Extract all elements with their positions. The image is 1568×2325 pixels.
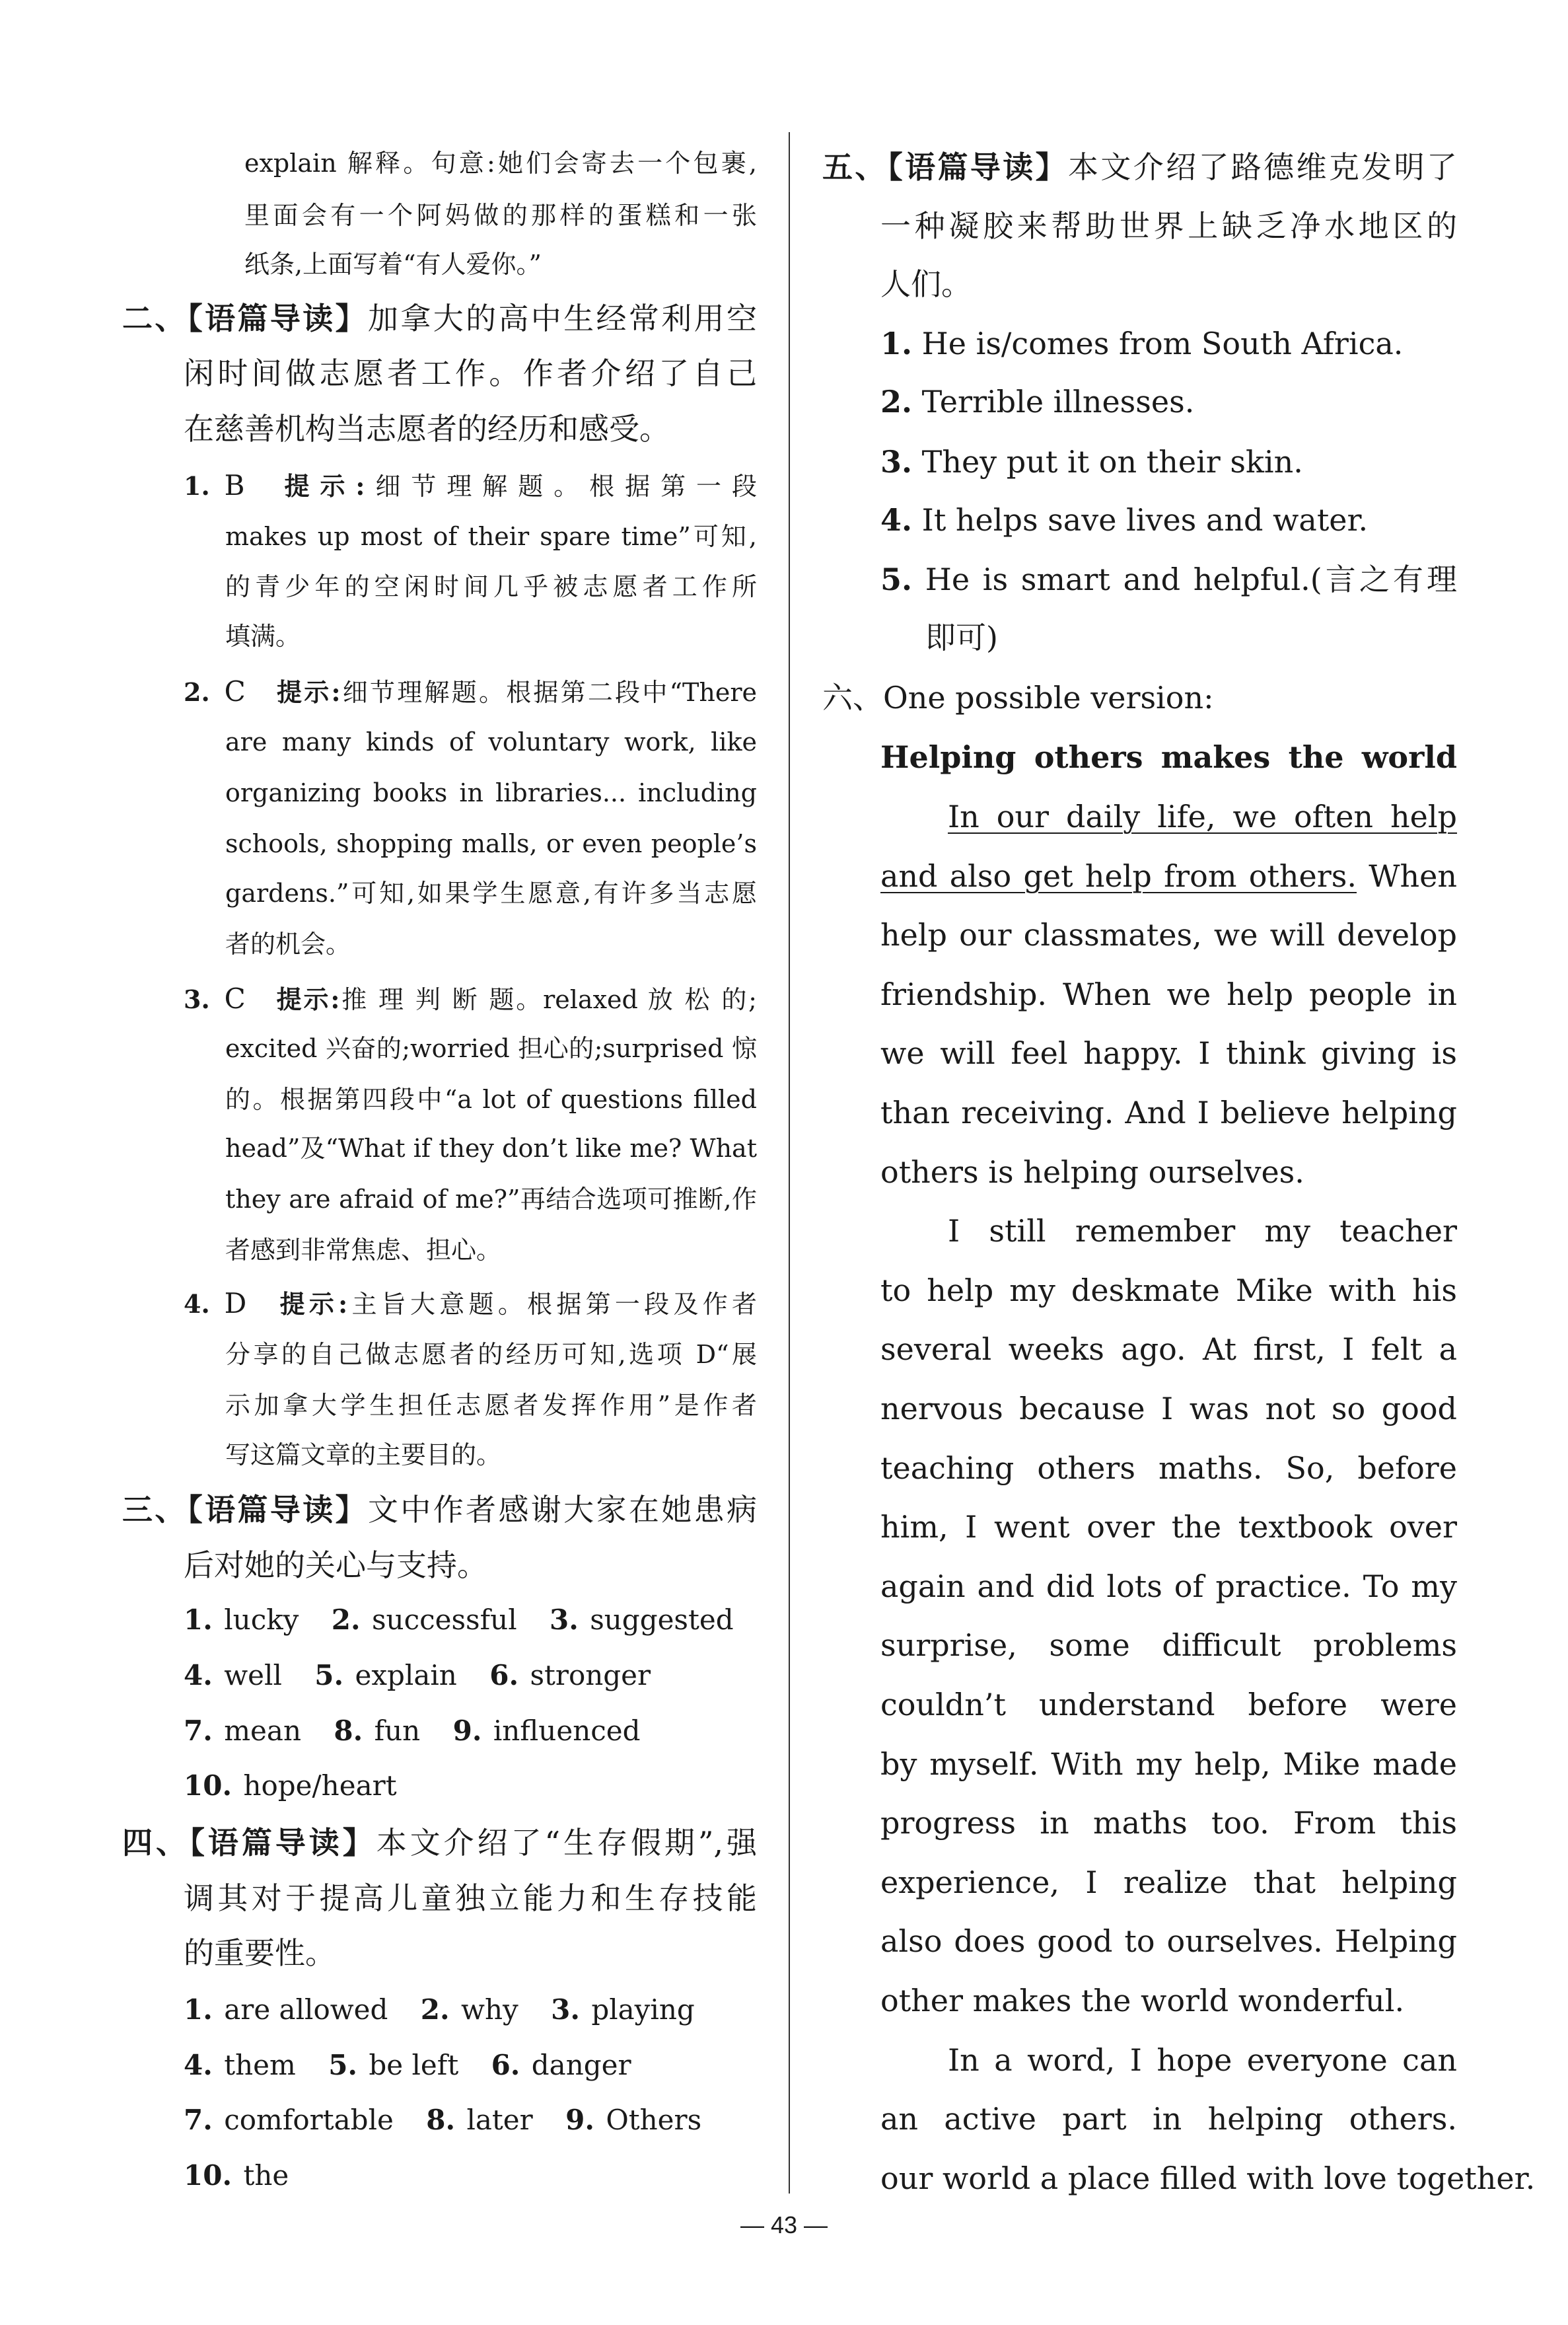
text-segment: 的重要性。 (184, 1935, 336, 1971)
text-segment: 在慈善机构当志愿者的经历和感受。 (184, 411, 670, 447)
section-number: 二、 (122, 301, 188, 336)
answer-word: influenced (493, 1715, 641, 1747)
hint-line (225, 772, 757, 814)
hint-line (225, 1333, 757, 1376)
text-segment: surprise, some difficult problems (880, 1627, 1457, 1664)
answer-item (880, 381, 1457, 423)
answer-row (184, 2155, 322, 2197)
section-header (822, 677, 1214, 719)
answer-word: are allowed (224, 1993, 388, 2026)
essay-line (880, 1506, 1457, 1548)
answer-number: 7. (184, 1715, 213, 1747)
answer-word: the (243, 2159, 289, 2192)
answer-word: them (224, 2049, 296, 2081)
section-header (122, 1822, 757, 1864)
hint-line (225, 515, 757, 558)
answer-number: 6. (489, 1659, 519, 1691)
hint-text: 推 理 判 断 题。relaxed 放 松 的; (339, 985, 757, 1014)
hint-text: 细节理解题。根据第一段 (365, 472, 757, 501)
answer-row (184, 1765, 429, 1807)
essay-line (880, 1624, 1457, 1666)
answer-number: 9. (452, 1715, 482, 1747)
answer-number: 3. (880, 444, 913, 480)
answer-number: 2. (331, 1604, 361, 1636)
text-segment: 闲时间做志愿者工作。作者介绍了自己 (184, 355, 757, 391)
section-summary-line (184, 352, 757, 394)
text-segment: 调其对于提高儿童独立能力和生存技能 (184, 1880, 757, 1916)
text-segment: schools, shopping malls, or even people’s (225, 829, 757, 858)
answer-row (184, 1710, 673, 1752)
text-segment: When (1369, 858, 1457, 894)
answer-item (880, 441, 1457, 483)
essay-line (948, 795, 1457, 838)
text-segment: also does good to ourselves. Helping (880, 1923, 1457, 1960)
answer-number: 6. (491, 2049, 520, 2081)
section-header (122, 1489, 757, 1531)
underlined-sentence: In our daily life, we often help (948, 799, 1457, 834)
answer-item (880, 558, 1457, 601)
answer-row (184, 2044, 664, 2086)
answer-item (184, 1282, 757, 1325)
page-number: — 43 — (740, 2211, 828, 2238)
section-number: 五、 (822, 149, 888, 185)
answer-letter: C (224, 982, 246, 1015)
question-number: 4. (184, 1289, 210, 1319)
answer-number: 4. (184, 1659, 213, 1691)
answer-row (184, 1654, 683, 1697)
answer-letter: D (224, 1287, 247, 1319)
text-segment: 示加拿大学生担任志愿者发挥作用”是作者 (225, 1391, 757, 1420)
answer-word: well (224, 1659, 282, 1691)
answer-word: stronger (530, 1659, 651, 1691)
section-summary: 本文介绍了“生存假期”,强 (376, 1825, 757, 1861)
text-segment: experience, I realize that helping (880, 1864, 1457, 1900)
section-summary-line (184, 1932, 757, 1974)
answer-word: later (466, 2104, 533, 2136)
answer-word: explain (355, 1659, 457, 1691)
text-segment: 者的机会。 (225, 930, 351, 959)
hint-line (225, 1229, 757, 1271)
essay-line (948, 2039, 1457, 2081)
answer-text: They put it on their skin. (921, 444, 1303, 480)
text-segment: friendship. When we help people in (880, 976, 1457, 1012)
answer-item (880, 499, 1457, 541)
answer-word: be left (369, 2049, 459, 2081)
text-segment: they are afraid of me?”再结合选项可推断,作 (225, 1185, 757, 1214)
section-tag: 【语篇导读】 (887, 149, 1068, 185)
answer-number: 8. (334, 1715, 363, 1747)
answer-text: It helps save lives and water. (921, 502, 1369, 538)
text-segment: 分享的自己做志愿者的经历可知,选项 D“展 (225, 1340, 757, 1369)
essay-line (880, 2157, 1536, 2199)
section-header (822, 146, 1457, 188)
text-segment: him, I went over the textbook over (880, 1509, 1457, 1545)
text-segment: couldn’t understand before were (880, 1687, 1457, 1722)
section-summary: 本文介绍了路德维克发明了 (1067, 149, 1457, 185)
text-segment: 的青少年的空闲时间几乎被志愿者工作所 (225, 572, 757, 601)
essay-line (880, 1328, 1457, 1370)
essay-line (880, 1269, 1457, 1311)
text-segment: help our classmates, we will develop (880, 917, 1457, 953)
text-segment: several weeks ago. At first, I felt a (880, 1331, 1457, 1368)
hint-line (225, 872, 757, 914)
text-segment: 即可) (925, 620, 998, 655)
answer-word: fun (374, 1715, 421, 1747)
hint-text: 细节理解题。根据第二段中“There (340, 678, 757, 707)
hint-text: 主旨大意题。根据第一段及作者 (347, 1290, 757, 1319)
text-segment: gardens.”可知,如果学生愿意,有许多当志愿 (225, 879, 757, 908)
section-summary-line (880, 205, 1457, 247)
answer-letter: C (224, 675, 246, 708)
answer-number: 10. (184, 2159, 232, 2192)
answer-number: 5. (880, 562, 913, 597)
answer-text: He is smart and helpful.(言之有理 (925, 562, 1457, 597)
answer-word: danger (531, 2049, 631, 2081)
essay-line (880, 1447, 1457, 1489)
text-segment: to help my deskmate Mike with his (880, 1272, 1457, 1308)
text-segment: teaching others maths. So, before (880, 1450, 1457, 1486)
hint-label: 提示: (274, 677, 341, 707)
answer-item (184, 671, 757, 713)
answer-number: 4. (184, 2049, 213, 2081)
section-summary-line (184, 1877, 757, 1919)
question-number: 1. (184, 471, 210, 501)
section-summary-line (880, 263, 1457, 305)
answer-word: hope/heart (243, 1769, 397, 1802)
text-segment: organizing books in libraries... including (225, 778, 757, 807)
hint-line (225, 1178, 757, 1220)
answer-number: 1. (880, 326, 913, 361)
essay-line (880, 1683, 1457, 1726)
section-summary-line (184, 408, 757, 450)
answer-word: suggested (590, 1604, 734, 1636)
essay-title-line (880, 736, 1457, 778)
answer-word: comfortable (224, 2104, 394, 2136)
essay-title: Helping others makes the world (880, 739, 1457, 775)
answer-word: Others (606, 2104, 702, 2136)
answer-number: 1. (184, 1993, 213, 2026)
answer-letter: B (224, 469, 245, 501)
answer-word: successful (371, 1604, 517, 1636)
hint-line (225, 1127, 757, 1169)
answer-number: 2. (420, 1993, 450, 2026)
text-segment: again and did lots of practice. To my (880, 1568, 1457, 1604)
essay-line (880, 1091, 1457, 1134)
answer-row (184, 1599, 766, 1641)
text-segment: 纸条,上面写着“有人爱你。” (244, 250, 542, 279)
text-segment: an active part in helping others. (880, 2101, 1457, 2137)
essay-line (948, 1210, 1457, 1252)
text-segment: nervous because I was not so good (880, 1391, 1457, 1426)
section-number: 四、 (122, 1825, 190, 1861)
answer-item (880, 322, 1457, 365)
hint-line (225, 1078, 757, 1121)
answer-line (925, 616, 998, 659)
essay-line (880, 1920, 1457, 1962)
question-number: 3. (184, 984, 210, 1014)
section-summary-line (184, 1544, 757, 1586)
text-segment: others is helping ourselves. (880, 1154, 1304, 1190)
hint-line (225, 1434, 757, 1476)
section-intro: One possible version: (883, 680, 1214, 716)
answer-text: Terrible illnesses. (921, 384, 1195, 420)
essay-line (880, 2098, 1457, 2140)
essay-line (880, 1861, 1457, 1903)
hint-line (225, 615, 757, 657)
essay-line (880, 1802, 1457, 1844)
answer-number: 9. (565, 2104, 594, 2136)
text-segment: 后对她的关心与支持。 (184, 1547, 487, 1583)
answer-word: lucky (224, 1604, 299, 1636)
section-tag: 【语篇导读】 (187, 1492, 368, 1528)
hint-line (225, 721, 757, 763)
text-segment: than receiving. And I believe helping (880, 1095, 1457, 1130)
hint-line (225, 923, 757, 965)
essay-line (880, 1032, 1457, 1074)
text-segment: 人们。 (880, 266, 972, 302)
answer-number: 3. (551, 1993, 580, 2026)
answer-row (184, 2099, 734, 2141)
text-segment: 里面会有一个阿妈做的那样的蛋糕和一张 (244, 201, 757, 230)
text-segment: makes up most of their spare time”可知, (225, 522, 757, 551)
essay-line (880, 855, 1457, 897)
column-divider (789, 132, 790, 2194)
section-summary: 加拿大的高中生经常利用空 (367, 301, 757, 336)
text-segment: progress in maths too. From this (880, 1805, 1457, 1841)
answer-text: He is/comes from South Africa. (921, 326, 1404, 361)
essay-line (880, 1979, 1457, 2022)
answer-number: 3. (549, 1604, 579, 1636)
text-segment: are many kinds of voluntary work, like (225, 727, 757, 757)
hint-line (225, 1027, 757, 1070)
answer-item (184, 978, 757, 1020)
text-segment: head”及“What if they don’t like me? What (225, 1134, 757, 1163)
essay-line (880, 1387, 1457, 1430)
essay-line (880, 973, 1457, 1015)
explanation-line (244, 243, 757, 285)
hint-line (225, 1384, 757, 1426)
text-segment: our world a place filled with love together. (880, 2160, 1536, 2196)
section-tag: 【语篇导读】 (189, 1825, 376, 1861)
answer-word: mean (224, 1715, 301, 1747)
answer-word: playing (591, 1993, 695, 2026)
section-summary: 文中作者感谢大家在她患病 (367, 1492, 757, 1528)
text-segment: excited 兴奋的;worried 担心的;surprised 惊 (225, 1034, 757, 1063)
explanation-line (244, 194, 757, 237)
essay-line (880, 914, 1457, 956)
section-number: 三、 (122, 1492, 188, 1528)
text-segment: 一种凝胶来帮助世界上缺乏净水地区的 (880, 208, 1457, 244)
answer-number: 4. (880, 502, 913, 538)
hint-line (225, 823, 757, 865)
hint-line (225, 566, 757, 608)
hint-label: 提示: (274, 984, 340, 1014)
answer-number: 10. (184, 1769, 232, 1802)
answer-number: 5. (314, 1659, 344, 1691)
text-segment: I still remember my teacher (948, 1213, 1457, 1249)
text-segment: explain 解释。句意:她们会寄去一个包裹, (244, 149, 757, 178)
text-segment: other makes the world wonderful. (880, 1983, 1405, 2018)
answer-number: 7. (184, 2104, 213, 2136)
text-segment: we will feel happy. I think giving is (880, 1035, 1457, 1072)
underlined-sentence: and also get help from others. (880, 858, 1357, 894)
explanation-line (244, 142, 757, 184)
text-segment: 的。根据第四段中“a lot of questions filled (225, 1085, 757, 1114)
answer-number: 8. (426, 2104, 456, 2136)
question-number: 2. (184, 677, 210, 707)
section-number: 六、 (822, 680, 883, 716)
answer-row (184, 1989, 727, 2031)
hint-label: 提示: (273, 471, 365, 501)
answer-number: 1. (184, 1604, 213, 1636)
answer-item (184, 464, 757, 507)
text-segment: 填满。 (225, 622, 301, 651)
text-segment: by myself. With my help, Mike made (880, 1746, 1457, 1782)
answer-number: 5. (328, 2049, 358, 2081)
section-tag: 【语篇导读】 (187, 301, 368, 336)
answer-number: 2. (880, 384, 913, 420)
essay-line (880, 1151, 1457, 1193)
answer-word: why (461, 1993, 518, 2026)
text-segment: 写这篇文章的主要目的。 (225, 1440, 502, 1469)
essay-line (880, 1565, 1457, 1607)
section-header (122, 297, 757, 340)
text-segment: 者感到非常焦虑、担心。 (225, 1236, 502, 1265)
essay-line (880, 1743, 1457, 1785)
text-segment: In a word, I hope everyone can (948, 2042, 1457, 2078)
hint-label: 提示: (275, 1289, 348, 1319)
